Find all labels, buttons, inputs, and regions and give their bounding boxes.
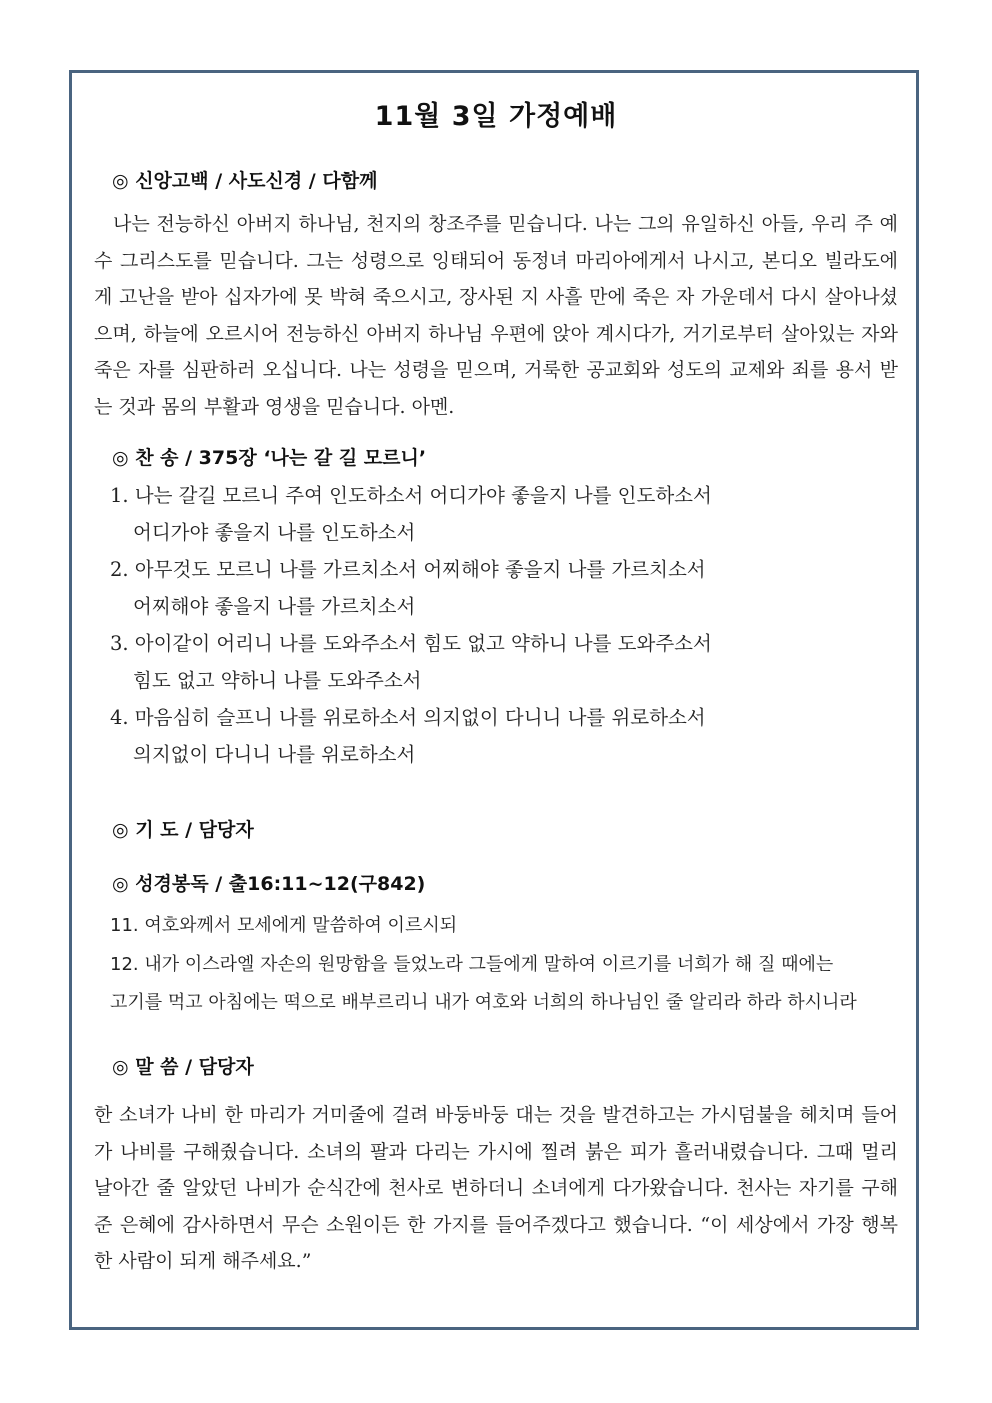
hymn-heading: ◎ 찬 송 / 375장 ‘나는 갈 길 모르니’ [112, 447, 427, 469]
prayer-heading: ◎ 기 도 / 담당자 [112, 819, 254, 841]
page-title: 11월 3일 가정예배 [374, 101, 618, 132]
hymn-verse-4-line-2: 의지없이 다니니 나를 위로하소서 [133, 743, 416, 766]
hymn-verse-2-line-2: 어찌해야 좋을지 나를 가르치소서 [133, 595, 416, 618]
creed-heading: ◎ 신앙고백 / 사도신경 / 다함께 [112, 170, 378, 192]
scripture-line-3: 고기를 먹고 아침에는 떡으로 배부르리니 내가 여호와 너희의 하나님인 줄 알리라 하라 하시니라 [110, 992, 857, 1013]
sermon-text: 한 소녀가 나비 한 마리가 거미줄에 걸려 바둥바둥 대는 것을 발견하고는 가시덤불을 헤치며 들어가 나비를 구해줬습니다. 소녀의 팔과 다리는 가시에 찔려 붉은 피가 흘러내렸습니다. 그때 멀리 날아간 줄 알았던 나비가 순식간에 천사로 변하더니 소녀에게 다가왔습니다. 천사는 자기를 구해준 은혜에 감사하면서 무슨 소원이든 한 가지를 들어주겠다고 했습니다. “이 세상에서 가장 행복한 사람이 되게 해주세요.” [94, 1104, 898, 1272]
scripture-line-1: 11. 여호와께서 모세에게 말씀하여 이르시되 [110, 915, 458, 936]
hymn-verse-4-line-1: 4. 마음심히 슬프니 나를 위로하소서 의지없이 다니니 나를 위로하소서 [110, 706, 706, 729]
sermon-heading: ◎ 말 씀 / 담당자 [112, 1056, 254, 1078]
hymn-verse-1-line-1: 1. 나는 갈길 모르니 주여 인도하소서 어디가야 좋을지 나를 인도하소서 [110, 484, 712, 507]
scripture-heading: ◎ 성경봉독 / 출16:11~12(구842) [112, 873, 426, 895]
creed-text: 나는 전능하신 아버지 하나님, 천지의 창조주를 믿습니다. 나는 그의 유일하신 아들, 우리 주 예수 그리스도를 믿습니다. 그는 성령으로 잉태되어 동정녀 마리아에게서 나시고, 본디오 빌라도에게 고난을 받아 십자가에 못 박혀 죽으시고, 장사된 지 사흘 만에 죽은 자 가운데서 다시 살아나셨으며, 하늘에 오르시어 전능하신 아버지 하나님 우편에 앉아 계시다가, 거기로부터 살아있는 자와 죽은 자를 심판하러 오십니다. 나는 성령을 믿으며, 거룩한 공교회와 성도의 교제와 죄를 용서 받는 것과 몸의 부활과 영생을 믿습니다. 아멘. [94, 213, 898, 418]
scripture-line-2: 12. 내가 이스라엘 자손의 원망함을 들었노라 그들에게 말하여 이르기를 너희가 해 질 때에는 [110, 954, 834, 975]
hymn-verse-3-line-1: 3. 아이같이 어리니 나를 도와주소서 힘도 없고 약하니 나를 도와주소서 [110, 632, 712, 655]
hymn-verse-1-line-2: 어디가야 좋을지 나를 인도하소서 [133, 521, 416, 544]
hymn-verse-3-line-2: 힘도 없고 약하니 나를 도와주소서 [133, 669, 422, 692]
hymn-verse-2-line-1: 2. 아무것도 모르니 나를 가르치소서 어찌해야 좋을지 나를 가르치소서 [110, 558, 706, 581]
